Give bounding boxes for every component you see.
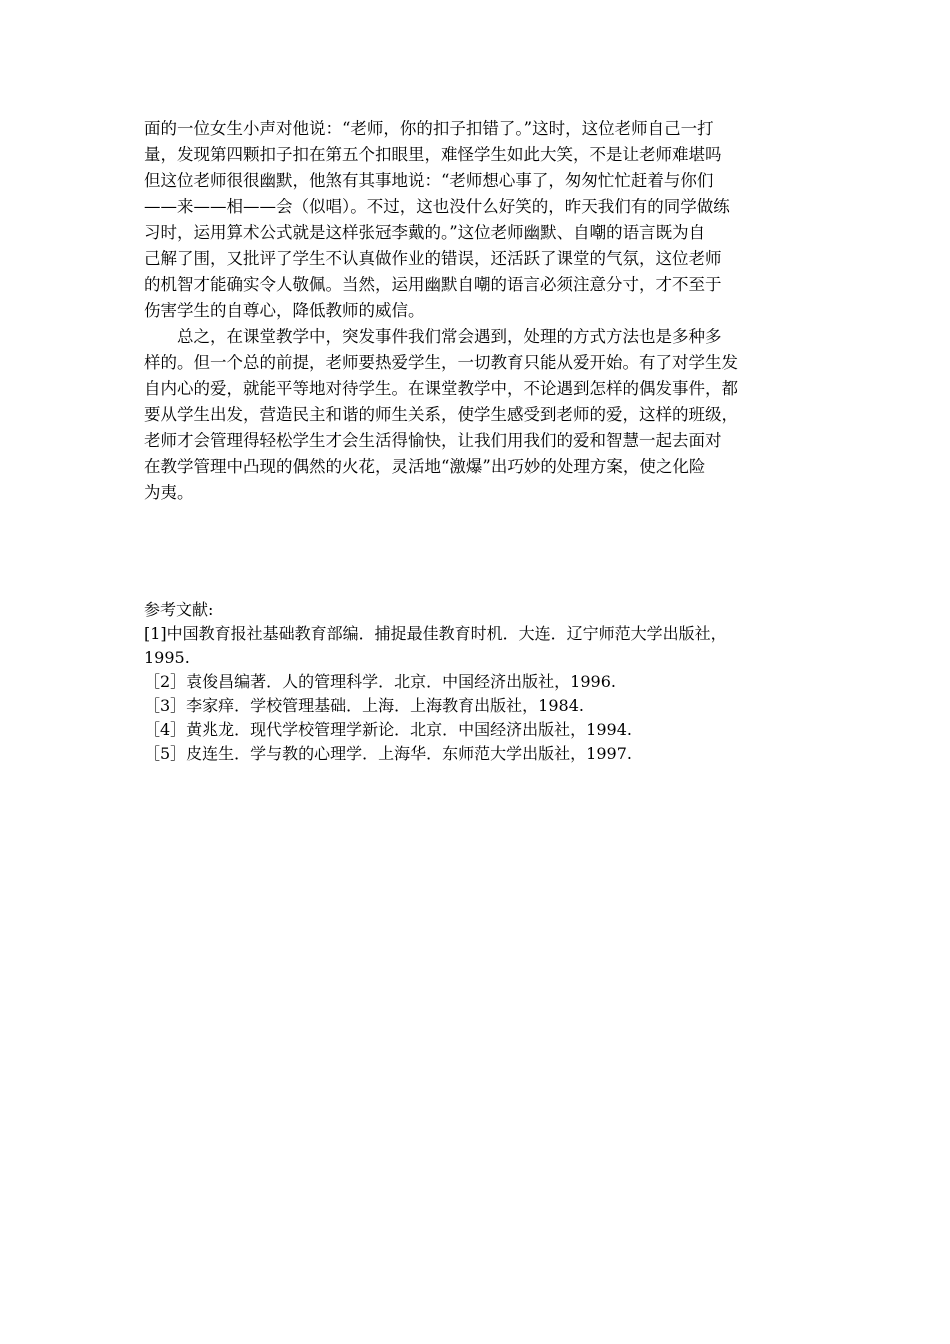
- text-line: 但这位老师很很幽默，他煞有其事地说：“老师想心事了，匆匆忙忙赶着与你们: [144, 171, 714, 190]
- paragraph-conclusion: [144, 324, 808, 506]
- references-heading: 参考文献:: [144, 600, 214, 619]
- reference-item: 1995.: [144, 648, 190, 667]
- text-line: 量，发现第四颗扣子扣在第五个扣眼里，难怪学生如此大笑，不是让老师难堪吗: [144, 145, 722, 164]
- text-line: 要从学生出发，营造民主和谐的师生关系，使学生感受到老师的爱，这样的班级，: [144, 405, 738, 424]
- text-line: 的机智才能确实令人敬佩。当然，运用幽默自嘲的语言必须注意分寸，才不至于: [144, 275, 722, 294]
- reference-item: ［3］李家痒．学校管理基础．上海．上海教育出版社，1984.: [144, 696, 584, 715]
- paragraph-humor: [144, 116, 808, 324]
- reference-item: ［4］黄兆龙．现代学校管理学新论．北京．中国经济出版社，1994.: [144, 720, 632, 739]
- references-section: [144, 597, 834, 766]
- text-line: 自内心的爱，就能平等地对待学生。在课堂教学中，不论遇到怎样的偶发事件，都: [144, 379, 738, 398]
- text-line: ——来——相——会（似唱）。不过，这也没什么好笑的，昨天我们有的同学做练: [144, 197, 730, 216]
- reference-item: ［5］皮连生．学与教的心理学．上海华．东师范大学出版社，1997.: [144, 744, 632, 763]
- text-line: 己解了围，又批评了学生不认真做作业的错误，还活跃了课堂的气氛，这位老师: [144, 249, 722, 268]
- body-text: [144, 116, 808, 506]
- reference-item: ［2］袁俊昌编著．人的管理科学．北京．中国经济出版社，1996.: [144, 672, 616, 691]
- text-line: 老师才会管理得轻松学生才会生活得愉快，让我们用我们的爱和智慧一起去面对: [144, 431, 722, 450]
- text-line: 面的一位女生小声对他说：“老师，你的扣子扣错了。”这时，这位老师自己一打: [144, 119, 714, 138]
- text-line: 伤害学生的自尊心，降低教师的威信。: [144, 301, 425, 320]
- text-line: 为夷。: [144, 483, 194, 502]
- text-line: 习时，运用算术公式就是这样张冠李戴的。”这位老师幽默、自嘲的语言既为自: [144, 223, 706, 242]
- text-line: 样的。但一个总的前提，老师要热爱学生，一切教育只能从爱开始。有了对学生发: [144, 353, 738, 372]
- reference-item: [1]中国教育报社基础教育部编．捕捉最佳教育时机．大连．辽宁师范大学出版社，: [144, 624, 727, 643]
- text-line: 总之，在课堂教学中，突发事件我们常会遇到，处理的方式方法也是多种多: [144, 327, 722, 346]
- text-line: 在教学管理中凸现的偶然的火花，灵活地“激爆”出巧妙的处理方案，使之化险: [144, 457, 706, 476]
